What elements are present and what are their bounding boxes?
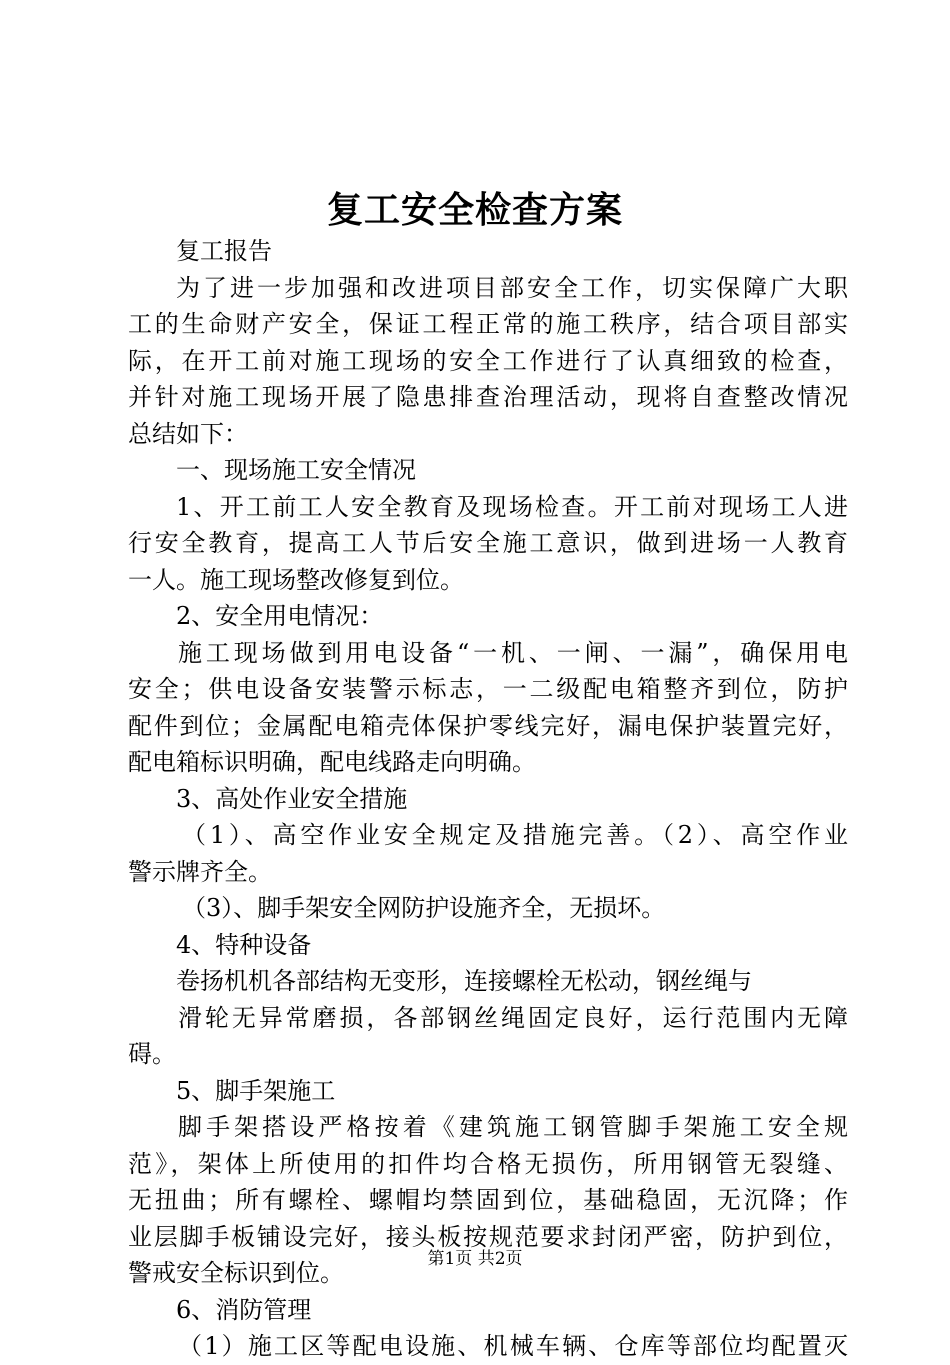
paragraph-line: 总结如下：: [128, 419, 248, 448]
paragraph-line: 警示牌齐全。: [128, 857, 272, 886]
document-body: [128, 233, 848, 1365]
section-heading: 6、消防管理: [176, 1295, 312, 1324]
page-number: 第1页 共2页: [427, 1249, 523, 1269]
section-heading: 复工报告: [176, 237, 272, 265]
paragraph-line: （1）、高空作业安全规定及措施完善。（2）、高空作业: [182, 821, 848, 849]
paragraph-line: 卷扬机机各部结构无变形，连接螺栓无松动，钢丝绳与: [176, 967, 752, 995]
paragraph-line: 并针对施工现场开展了隐患排查治理活动，现将自查整改情况: [128, 383, 848, 411]
paragraph-line: 工的生命财产安全，保证工程正常的施工秩序，结合项目部实: [128, 310, 848, 338]
paragraph-line: 无扭曲；所有螺栓、螺帽均禁固到位，基础稳固，无沉降；作: [128, 1186, 848, 1214]
paragraph-line: 施工现场做到用电设备“一机、一闸、一漏”，确保用电: [178, 638, 848, 667]
paragraph-line: 一人。施工现场整改修复到位。: [128, 565, 464, 594]
paragraph-line: 脚手架搭设严格按着《建筑施工钢管脚手架施工安全规: [178, 1113, 848, 1141]
paragraph-line: 警戒安全标识到位。: [128, 1259, 344, 1287]
paragraph-line: 配件到位；金属配电箱壳体保护零线完好，漏电保护装置完好，: [128, 711, 848, 740]
section-heading: 5、脚手架施工: [176, 1076, 336, 1105]
section-heading: 2、安全用电情况：: [176, 602, 384, 630]
document-title: 复工安全检查方案: [326, 189, 623, 231]
paragraph-line: 1、开工前工人安全教育及现场检查。开工前对现场工人进: [176, 492, 848, 521]
section-heading: 3、高处作业安全措施: [176, 784, 408, 813]
paragraph-line: 安全；供电设备安装警示标志，一二级配电箱整齐到位，防护: [128, 675, 848, 703]
paragraph-line: 行安全教育，提高工人节后安全施工意识，做到进场一人教育: [128, 529, 848, 557]
paragraph-line: 为了进一步加强和改进项目部安全工作，切实保障广大职: [176, 273, 848, 302]
section-heading: 4、特种设备: [176, 930, 312, 959]
paragraph-line: 业层脚手板铺设完好，接头板按规范要求封闭严密，防护到位，: [128, 1222, 848, 1251]
paragraph-line: 配电箱标识明确，配电线路走向明确。: [128, 748, 536, 776]
paragraph-line: 范》，架体上所使用的扣件均合格无损伤，所用钢管无裂缝、: [128, 1149, 848, 1178]
paragraph-line: （3）、脚手架安全网防护设施齐全，无损坏。: [182, 894, 666, 922]
section-heading: 一、现场施工安全情况: [176, 456, 416, 484]
paragraph-line: （1）施工区等配电设施、机械车辆、仓库等部位均配置灭: [178, 1332, 848, 1360]
paragraph-line: 际，在开工前对施工现场的安全工作进行了认真细致的检查，: [128, 346, 848, 375]
paragraph-line: 滑轮无异常磨损，各部钢丝绳固定良好，运行范围内无障: [178, 1003, 848, 1032]
paragraph-line: 碍。: [128, 1040, 176, 1068]
